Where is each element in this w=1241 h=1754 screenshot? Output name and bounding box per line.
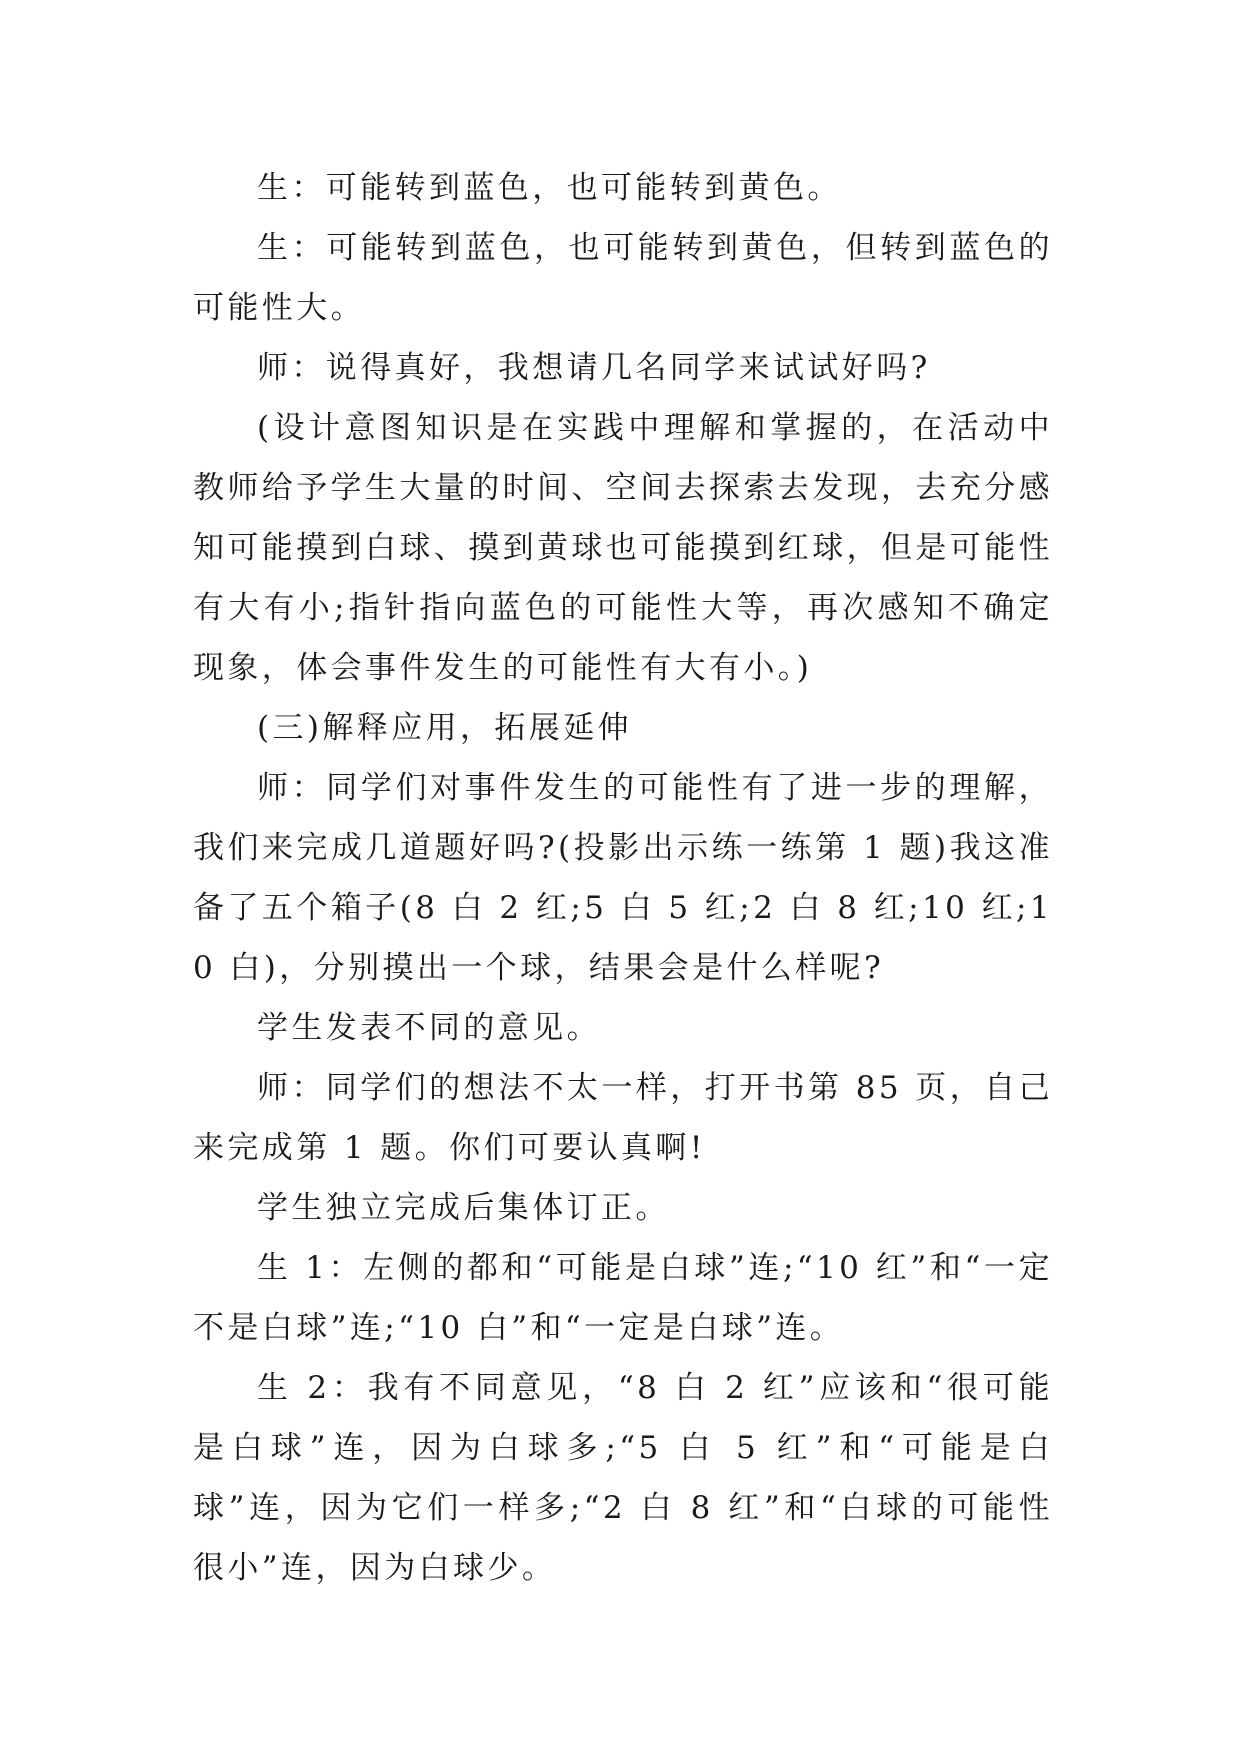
paragraph-design-intent: (设计意图知识是在实践中理解和掌握的，在活动中教师给予学生大量的时间、空间去探索去发现，去充分感知可能摸到白球、摸到黄球也可能摸到红球，但是可能性有大有小;指针指向蓝色的可能性大等，再次感知不确定现象，体会事件发生的可能性有大有小。) (193, 410, 1053, 686)
paragraph-teacher-praise: 师：说得真好，我想请几名同学来试试好吗? (257, 350, 931, 386)
paragraph-correction: 学生独立完成后集体订正。 (257, 1190, 670, 1226)
section-heading: (三)解释应用，拓展延伸 (257, 710, 632, 746)
paragraph-teacher-instruction: 师：同学们的想法不太一样，打开书第 85 页，自己来完成第 1 题。你们可要认真啊! (193, 1070, 1053, 1166)
paragraph-student-2: 生 2：我有不同意见，“8 白 2 红”应该和“很可能是白球”连，因为白球多;“5 白 5 红”和“可能是白球”连，因为它们一样多;“2 白 8 红”和“白球的可能性很小”连，因为白球少。 (193, 1370, 1053, 1586)
document-body (193, 158, 1053, 1598)
paragraph-student-answer-2: 生：可能转到蓝色，也可能转到黄色，但转到蓝色的可能性大。 (193, 230, 1053, 326)
paragraph-teacher-exercise: 师：同学们对事件发生的可能性有了进一步的理解，我们来完成几道题好吗?(投影出示练一练第 1 题)我这准备了五个箱子(8 白 2 红;5 白 5 红;2 白 8 红;10 红;10 白)，分别摸出一个球，结果会是什么样呢? (193, 770, 1053, 986)
paragraph-students-opinions: 学生发表不同的意见。 (257, 1010, 601, 1046)
paragraph-student-answer-1: 生：可能转到蓝色，也可能转到黄色。 (257, 170, 842, 206)
paragraph-student-1: 生 1：左侧的都和“可能是白球”连;“10 红”和“一定不是白球”连;“10 白”和“一定是白球”连。 (193, 1250, 1053, 1346)
